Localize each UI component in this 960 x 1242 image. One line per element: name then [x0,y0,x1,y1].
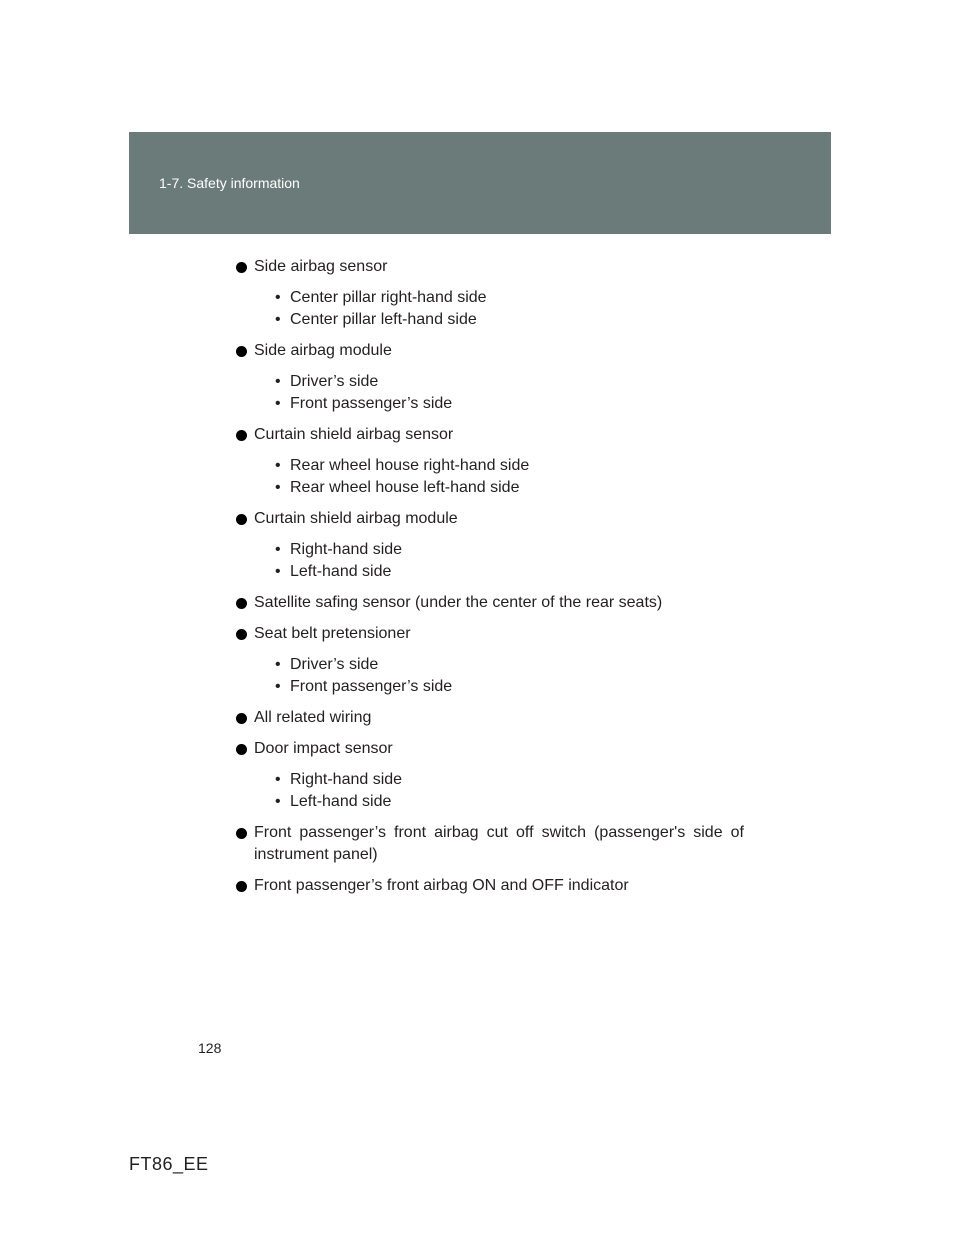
sub-list [254,287,744,331]
list-item-label: Seat belt pretensioner [254,625,411,642]
sub-item [254,561,744,583]
list-item [234,256,744,331]
sub-item [254,309,744,331]
list-item-label: Side airbag module [254,342,392,359]
list-item [234,822,744,866]
list-item-label: Door impact sensor [254,740,393,757]
small-bullet-icon: • [275,373,281,390]
list-item [234,424,744,499]
sub-item-label: Rear wheel house left-hand side [290,479,520,496]
sub-list [254,539,744,583]
sub-item [254,477,744,499]
component-list [234,256,744,906]
sub-item-label: Driver’s side [290,373,379,390]
sub-item-label: Front passenger’s side [290,678,453,695]
sub-list [254,769,744,813]
bullet-icon [236,828,247,839]
small-bullet-icon: • [275,771,281,788]
small-bullet-icon: • [275,479,281,496]
sub-item-label: Front passenger’s side [290,395,453,412]
list-item [234,508,744,583]
list-item [234,592,744,614]
sub-item [254,676,744,698]
small-bullet-icon: • [275,563,281,580]
list-item-label: Curtain shield airbag sensor [254,426,454,443]
bullet-icon [236,514,247,525]
bullet-icon [236,430,247,441]
sub-item [254,539,744,561]
document-code: FT86_EE [129,1154,209,1174]
list-item-label: Curtain shield airbag module [254,510,458,527]
small-bullet-icon: • [275,311,281,328]
bullet-icon [236,744,247,755]
list-item-label: Satellite safing sensor (under the center of the rear seats) [254,594,663,611]
list-item [234,623,744,698]
list-item-label: Front passenger’s front airbag ON and OFF indicator [254,877,629,894]
sub-item-label: Left-hand side [290,793,392,810]
bullet-icon [236,346,247,357]
list-item-label: Front passenger’s front airbag cut off switch (passenger's side of instrument panel) [254,824,744,863]
sub-item-label: Right-hand side [290,771,403,788]
small-bullet-icon: • [275,793,281,810]
sub-item [254,371,744,393]
sub-item [254,393,744,415]
small-bullet-icon: • [275,678,281,695]
sub-item [254,287,744,309]
sub-item [254,791,744,813]
small-bullet-icon: • [275,541,281,558]
section-header-band [129,132,831,234]
list-item-label: All related wiring [254,709,372,726]
sub-list [254,371,744,415]
list-item-label: Side airbag sensor [254,258,388,275]
sub-item [254,455,744,477]
small-bullet-icon: • [275,289,281,306]
page-number: 128 [198,1040,222,1056]
bullet-icon [236,598,247,609]
small-bullet-icon: • [275,395,281,412]
sub-item-label: Center pillar left-hand side [290,311,477,328]
list-item [234,707,744,729]
bullet-icon [236,262,247,273]
list-item [234,738,744,813]
list-item [234,875,744,897]
sub-item-label: Center pillar right-hand side [290,289,487,306]
section-title: 1-7. Safety information [159,175,300,191]
sub-item-label: Left-hand side [290,563,392,580]
small-bullet-icon: • [275,656,281,673]
sub-item-label: Rear wheel house right-hand side [290,457,530,474]
sub-item [254,654,744,676]
bullet-icon [236,881,247,892]
small-bullet-icon: • [275,457,281,474]
list-item [234,340,744,415]
sub-item [254,769,744,791]
bullet-icon [236,713,247,724]
sub-list [254,654,744,698]
sub-list [254,455,744,499]
sub-item-label: Driver’s side [290,656,379,673]
bullet-icon [236,629,247,640]
sub-item-label: Right-hand side [290,541,403,558]
